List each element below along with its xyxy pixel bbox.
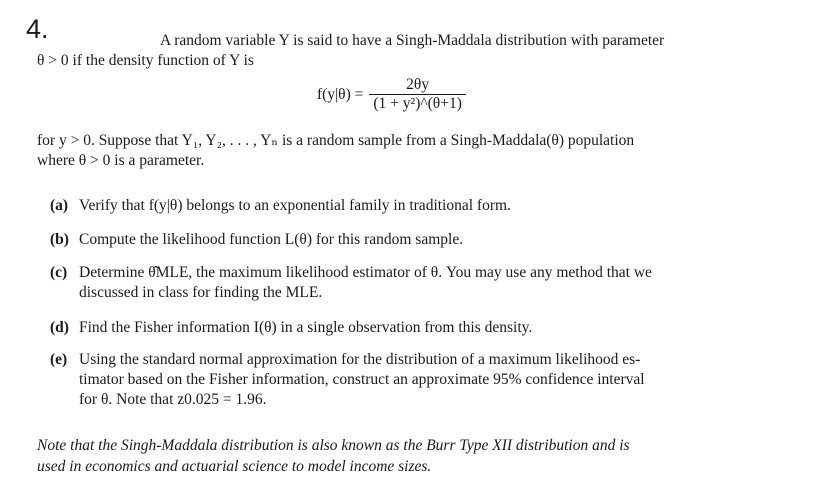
part-e-label: (e) (50, 351, 68, 368)
part-d-text: Find the Fisher information I(θ) in a single observation from this density. (79, 319, 533, 336)
part-b-text: Compute the likelihood function L(θ) for this random sample. (79, 231, 464, 248)
equation-denominator: (1 + y²)^(θ+1) (373, 95, 462, 112)
equation-numerator: 2θy (406, 76, 430, 93)
part-a-text: Verify that f(y|θ) belongs to an exponential family in traditional form. (79, 197, 511, 214)
note-line-2: used in economics and actuarial science to model income sizes. (37, 458, 432, 475)
density-equation (317, 76, 466, 113)
intro-line-2: θ > 0 if the density function of Y is (37, 52, 254, 69)
problem-number: 4. (26, 14, 49, 44)
note-line-1: Note that the Singh-Maddala distribution is also known as the Burr Type XII distribution and is (37, 437, 630, 454)
part-d-label: (d) (50, 319, 69, 336)
part-a-label: (a) (50, 197, 69, 214)
part-b-label: (b) (50, 231, 69, 248)
part-c-text-1: Determine θ̂MLE, the maximum likelihood estimator of θ. You may use any method that we (79, 264, 652, 281)
part-e-text-3: for θ. Note that z0.025 = 1.96. (79, 391, 267, 408)
part-c-label: (c) (50, 264, 68, 281)
equation-lhs: f(y|θ) = (317, 85, 364, 103)
paragraph-line-2: where θ > 0 is a parameter. (37, 152, 205, 169)
part-e-text-2: timator based on the Fisher information, construct an approximate 95% confidence interval (79, 371, 645, 388)
part-e-text-1: Using the standard normal approximation for the distribution of a maximum likelihood es- (79, 351, 641, 368)
equation-fraction (369, 76, 465, 113)
intro-line-1: A random variable Y is said to have a Singh-Maddala distribution with parameter (160, 32, 665, 49)
paragraph-line-1: for y > 0. Suppose that Y₁, Y₂, . . . , Yₙ is a random sample from a Singh-Maddala(θ) population (37, 132, 635, 149)
part-c-text-2: discussed in class for finding the MLE. (79, 284, 323, 301)
